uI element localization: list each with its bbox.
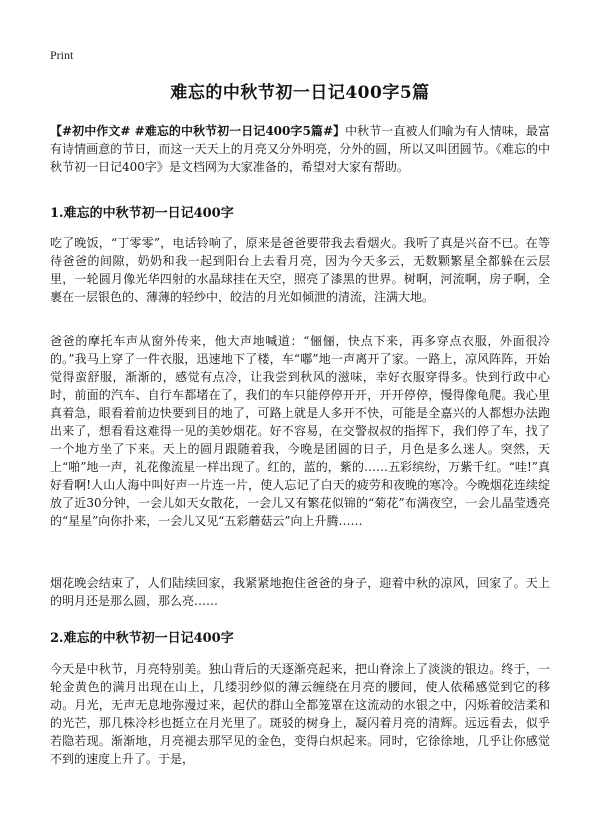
- intro-tag: 【#初中作文# #难忘的中秋节初一日记400字5篇#】: [50, 124, 346, 138]
- section-paragraph: 今天是中秋节，月亮特别美。独山背后的天逐渐亮起来，把山脊涂上了淡淡的银边。终于，一轮金黄色的满月出现在山上，几缕羽纱似的薄云缠绕在月亮的腰间，使人依稀感觉到它的移动。月光，无声无息地弥漫过来，起伏的群山全都笼罩在这流动的水银之中，闪烁着皎洁柔和的光芒，那几株冷杉也挺立在月光里了。斑驳的树身上，凝闪着月亮的清辉。远远看去，似乎若隐若现。渐渐地，月亮褪去那罕见的金色，变得白炽起来。同时，它徐徐地，几乎让你感觉不到的速度上升了。于是，: [50, 662, 550, 766]
- section-heading: 1.难忘的中秋节初一日记400字: [50, 206, 234, 221]
- print-link[interactable]: Print: [50, 48, 74, 62]
- intro-paragraph: [50, 122, 550, 176]
- page-title: 难忘的中秋节初一日记400字5篇: [170, 83, 430, 103]
- section-paragraph: 爸爸的摩托车声从窗外传来，他大声地喊道：“俪俪，快点下来，再多穿点衣服，外面很冷的。”我马上穿了一件衣服，迅速地下了楼，车“嘟”地一声离开了家。一路上，凉风阵阵，开始觉得蛮舒服，渐渐的，感觉有点冷，让我尝到秋风的滋味，幸好衣服穿得多。快到行政中心时，前面的汽车、自行车都堵在了，我们的车只能停停开开，开开停停，慢得像龟爬。我心里真着急，眼看着前边快要到目的地了，可路上就是人多开不快，可能是全嘉兴的人都想办法跑出来了，想看看这难得一见的美妙烟花。好不容易，在交警叔叔的指挥下，我们停了车，找了一个地方坐了下来。天上的圆月跟随着我，今晚是团圆的日子，月色是多么迷人。突然，天上“啪”地一声，礼花像流星一样出现了。红的，蓝的，紫的……五彩缤纷，万紫千红。“哇!”真好看啊!人山人海中叫好声一片连一片，使人忘记了白天的疲劳和夜晚的寒冷。今晚烟花连续绽放了近30分钟，一会儿如天女散花，一会儿又有繁花似锦的“菊花”布满夜空，一会儿晶莹透亮的“星星”向你扑来，一会儿又见“五彩蘑菇云”向上升腾……: [50, 334, 550, 528]
- section-paragraph: 烟花晚会结束了，人们陆续回家，我紧紧地抱住爸爸的身子，迎着中秋的凉风，回家了。天上的明月还是那么圆，那么亮……: [50, 576, 550, 608]
- intro-text: 中秋节一直被人们喻为有人情味，最富有诗情画意的节日，而这一天天上的月亮又分外明亮，分外的圆，所以又叫团圆节。《难忘的中秋节初一日记400字》是文档网为大家准备的，希望对大家有帮助。: [50, 124, 550, 174]
- section-heading: 2.难忘的中秋节初一日记400字: [50, 631, 234, 646]
- section-paragraph: 吃了晚饭，“丁零零”，电话铃响了，原来是爸爸要带我去看烟火。我听了真是兴奋不已。在等待爸爸的间隙，奶奶和我一起到阳台上去看月亮，因为今天多云，无数颗繁星全都躲在云层里，一轮圆月像光华四射的水晶球挂在天空，照亮了漆黑的世界。树啊，河流啊，房子啊，全裹在一层银色的、薄薄的轻纱中，皎洁的月光如倾泄的清流，注满大地。: [50, 236, 550, 304]
